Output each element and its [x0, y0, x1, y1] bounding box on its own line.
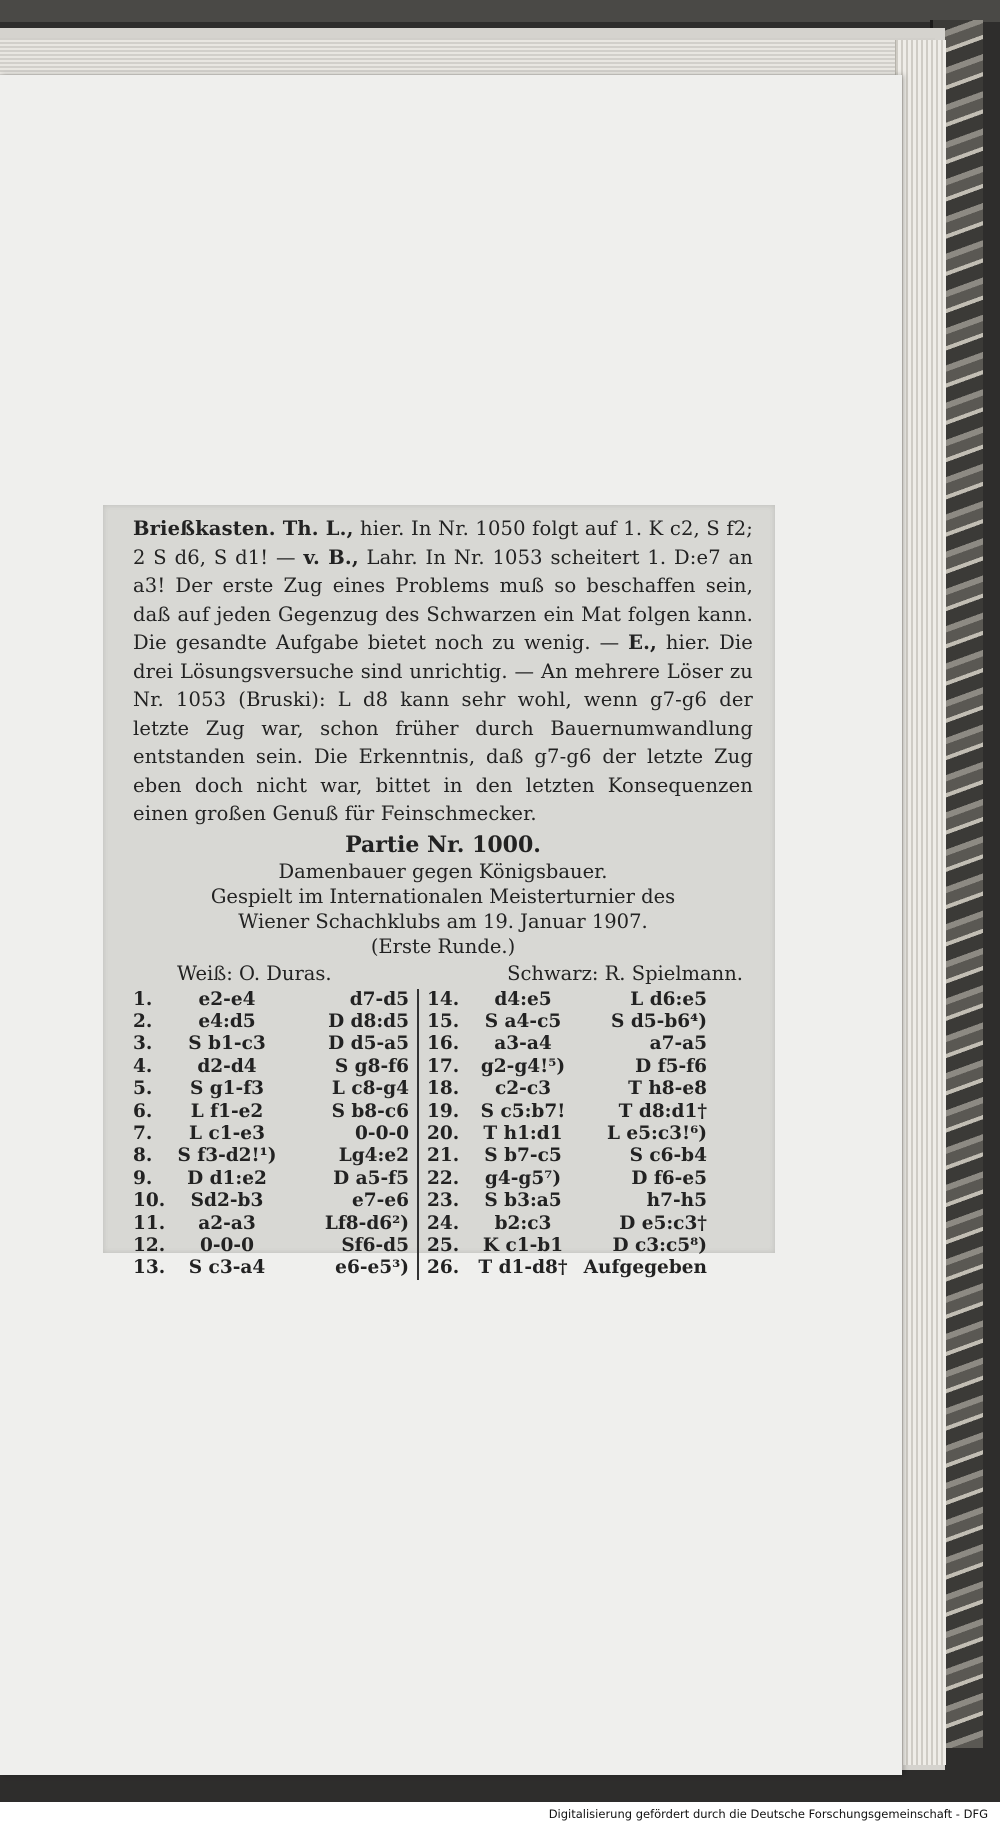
move-row: [427, 1056, 707, 1078]
black-move: Aufgegeben: [583, 1257, 707, 1279]
white-move: S g1-f3: [189, 1078, 265, 1100]
move-row: [133, 1101, 409, 1123]
mailbox-reply: Lahr. In Nr. 1053 scheitert 1. D:e7 an a3! Der erste Zug eines Problems muß so beschaffen sein, daß auf jeden Gegenzug des Schwarzen ein Mat folgen kann. Die gesandte Aufgabe bietet noch zu wenig. —: [133, 545, 754, 654]
move-number: 19.: [427, 1100, 460, 1122]
white-move: g4-g5⁷): [484, 1167, 562, 1189]
white-move: S f3-d2!¹): [177, 1145, 277, 1167]
black-move: a7-a5: [649, 1033, 707, 1055]
black-move: 0-0-0: [355, 1122, 409, 1144]
move-number: 16.: [427, 1033, 460, 1055]
white-move: S b3:a5: [484, 1190, 562, 1212]
white-move: S c5:b7!: [480, 1100, 566, 1122]
move-number: 14.: [427, 988, 460, 1010]
move-row: [133, 1213, 409, 1235]
move-number: 1.: [133, 988, 153, 1010]
move-number: 20.: [427, 1122, 460, 1144]
game-title: Partie Nr. 1000.: [345, 831, 541, 858]
move-number: 23.: [427, 1190, 460, 1212]
move-row: [133, 1145, 409, 1167]
black-move: D d5-a5: [328, 1033, 409, 1055]
black-move: e6-e5³): [335, 1257, 409, 1279]
black-move: L c8-g4: [331, 1078, 409, 1100]
move-number: 3.: [133, 1033, 153, 1055]
mailbox-addressee: Brießkasten. Th. L.,: [133, 517, 354, 540]
white-move: Sd2-b3: [190, 1190, 264, 1212]
black-move: D f5-f6: [635, 1055, 707, 1077]
newspaper-clipping: [103, 505, 775, 1279]
black-move: S g8-f6: [334, 1055, 409, 1077]
black-move: Sf6-d5: [341, 1234, 409, 1256]
move-row: [427, 1257, 707, 1279]
move-row: [427, 1145, 707, 1167]
move-number: 2.: [133, 1010, 153, 1032]
white-move: K c1-b1: [482, 1234, 564, 1256]
move-number: 4.: [133, 1055, 153, 1077]
black-move: D a5-f5: [333, 1167, 409, 1189]
move-number: 15.: [427, 1010, 460, 1032]
white-move: e4:d5: [198, 1010, 256, 1032]
mailbox-addressee: v. B.,: [303, 545, 359, 569]
page-stack-side: [895, 40, 946, 1765]
mailbox-reply: hier. Die drei Lösungsversuche sind unrichtig. — An mehrere Löser zu Nr. 1053 (Bruski): L d8 kann sehr wohl, wenn g7-g6 der letzte Zug war, schon früher durch Bauernumwandlung entstanden sein. Die Erkenntnis, daß g7-g6 der letzte Zug eben doch nicht war, bittet in den letzten Konsequenzen einen großen Genuß für Feinschmecker.: [133, 631, 753, 825]
move-row: [133, 1123, 409, 1145]
move-row: [427, 1033, 707, 1055]
move-row: [133, 989, 409, 1011]
black-move: D f6-e5: [631, 1167, 707, 1189]
white-move: S a4-c5: [484, 1010, 562, 1032]
black-move: S b8-c6: [331, 1100, 409, 1122]
move-row: [427, 1101, 707, 1123]
mailbox-reply: hier. In Nr. 1050 folgt auf 1. K c2, S f2; 2 S d6, S d1! —: [133, 517, 753, 569]
white-move: T d1-d8†: [478, 1257, 568, 1279]
book-top-edge: [0, 0, 1000, 22]
move-row: [133, 1011, 409, 1033]
move-row: [427, 1235, 707, 1257]
white-move: 0-0-0: [200, 1234, 254, 1256]
mailbox-addressee: E.,: [628, 631, 657, 654]
black-move: D d8:d5: [328, 1010, 409, 1032]
black-move: d7-d5: [349, 988, 409, 1010]
white-move: a3-a4: [494, 1033, 552, 1055]
move-row: [133, 1033, 409, 1055]
black-move: D e5:c3†: [619, 1212, 707, 1234]
black-move: D c3:c5⁸): [612, 1234, 707, 1256]
white-move: T h1:d1: [483, 1122, 563, 1144]
move-number: 24.: [427, 1212, 460, 1234]
black-move: L d6:e5: [630, 988, 707, 1010]
white-move: S b1-c3: [188, 1033, 266, 1055]
white-move: g2-g4!⁵): [480, 1055, 566, 1077]
move-number: 25.: [427, 1234, 460, 1256]
move-table: [133, 989, 753, 1280]
white-move: c2-c3: [495, 1078, 551, 1100]
move-row: [427, 1213, 707, 1235]
black-move: Lf8-d6²): [324, 1212, 409, 1234]
moves-column-right: [417, 989, 707, 1280]
black-move: e7-e6: [352, 1190, 409, 1212]
move-row: [427, 1190, 707, 1212]
move-number: 22.: [427, 1167, 460, 1189]
move-row: [133, 1078, 409, 1100]
move-number: 6.: [133, 1100, 153, 1122]
move-number: 21.: [427, 1145, 460, 1167]
white-move: S c3-a4: [188, 1257, 266, 1279]
white-player: Weiß: O. Duras.: [177, 961, 332, 985]
white-move: d2-d4: [197, 1055, 257, 1077]
move-row: [133, 1190, 409, 1212]
white-move: D d1:e2: [187, 1167, 267, 1189]
move-row: [133, 1056, 409, 1078]
move-number: 9.: [133, 1167, 153, 1189]
white-move: b2:c3: [494, 1212, 552, 1234]
white-move: d4:e5: [494, 988, 552, 1010]
move-row: [427, 1011, 707, 1033]
move-number: 12.: [133, 1234, 166, 1256]
white-move: S b7-c5: [484, 1145, 562, 1167]
move-row: [133, 1257, 409, 1279]
black-move: S d5-b6⁴): [611, 1010, 707, 1032]
move-row: [427, 1078, 707, 1100]
move-row: [427, 1168, 707, 1190]
black-move: T d8:d1†: [618, 1100, 707, 1122]
black-move: h7-h5: [646, 1190, 707, 1212]
white-move: L c1-e3: [189, 1122, 265, 1144]
move-number: 18.: [427, 1078, 460, 1100]
move-row: [133, 1168, 409, 1190]
event-line-1: Gespielt im Internationalen Meisterturnier des: [210, 884, 676, 908]
round-label: (Erste Runde.): [370, 934, 516, 958]
black-move: T h8-e8: [628, 1078, 707, 1100]
white-move: e2-e4: [198, 988, 256, 1010]
move-number: 13.: [133, 1257, 166, 1279]
move-number: 17.: [427, 1055, 460, 1077]
white-move: a2-a3: [198, 1212, 256, 1234]
black-player: Schwarz: R. Spielmann.: [507, 961, 743, 985]
move-row: [427, 1123, 707, 1145]
move-row: [133, 1235, 409, 1257]
move-number: 7.: [133, 1122, 153, 1144]
move-row: [427, 989, 707, 1011]
white-move: L f1-e2: [190, 1100, 264, 1122]
black-move: S c6-b4: [629, 1145, 707, 1167]
black-move: L e5:c3!⁶): [606, 1122, 707, 1144]
move-number: 10.: [133, 1190, 166, 1212]
players-line: [177, 961, 743, 987]
move-number: 5.: [133, 1078, 153, 1100]
footer-credit: Digitalisierung gefördert durch die Deutsche Forschungsgemeinschaft - DFG: [0, 1802, 1000, 1826]
opening-name: Damenbauer gegen Königsbauer.: [278, 859, 608, 883]
move-number: 11.: [133, 1212, 166, 1234]
black-move: Lg4:e2: [338, 1145, 409, 1167]
move-number: 8.: [133, 1145, 153, 1167]
move-number: 26.: [427, 1257, 460, 1279]
moves-column-left: [133, 989, 417, 1280]
event-line-2: Wiener Schachklubs am 19. Januar 1907.: [238, 909, 648, 933]
mailbox-text: [133, 515, 753, 829]
